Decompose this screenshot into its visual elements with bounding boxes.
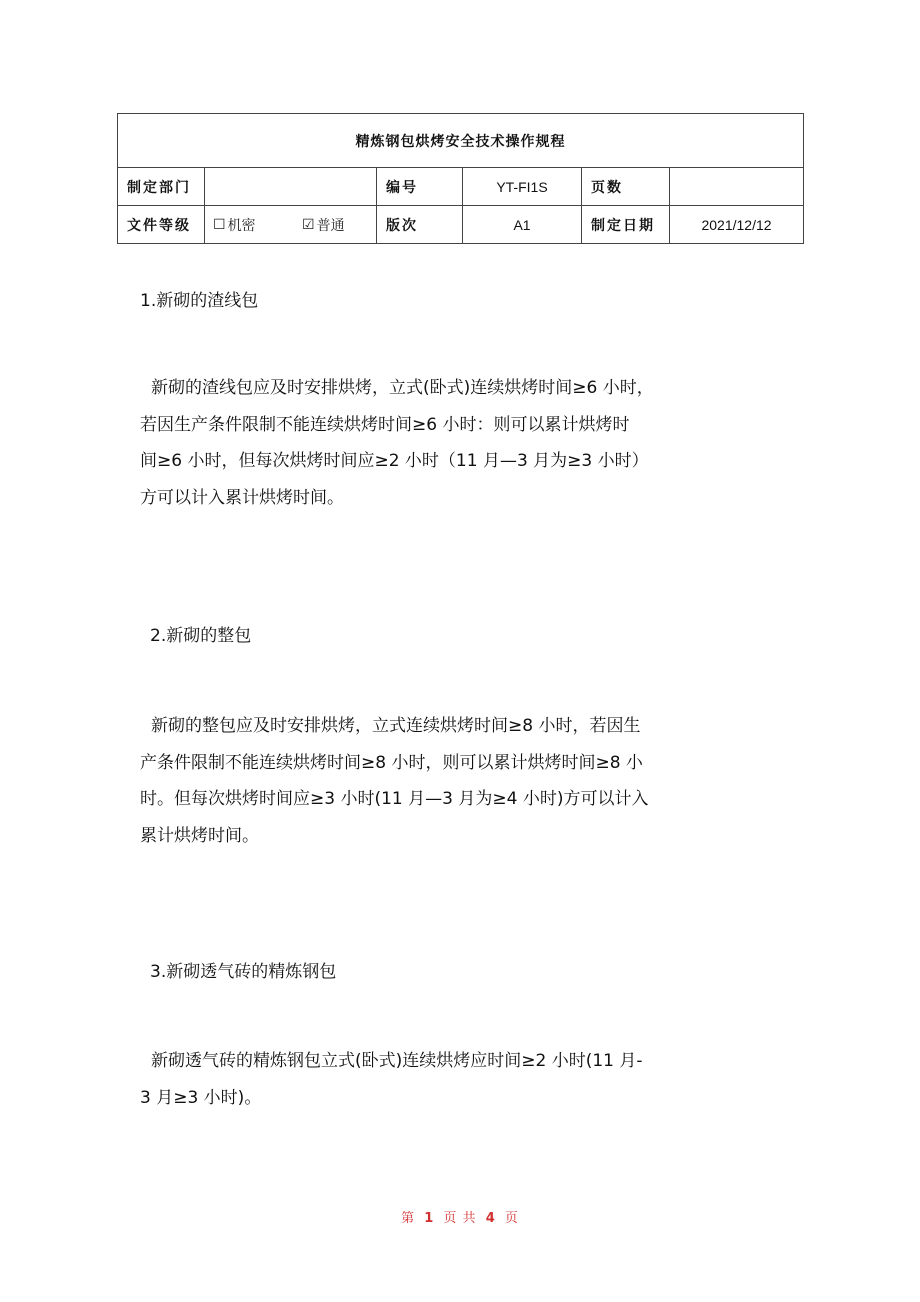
document-title: 精炼钢包烘烤安全技术操作规程 <box>118 114 804 168</box>
pages-label: 页数 <box>582 168 670 206</box>
section-heading-3: 3.新砌透气砖的精炼钢包 <box>150 962 337 982</box>
body-line: 新砌的渣线包应及时安排烘烤，立式(卧式)连续烘烤时间≥6 小时， <box>151 378 654 398</box>
section-body-2 <box>140 708 790 854</box>
grade-option-label: 普通 <box>316 217 345 234</box>
section-body-3 <box>140 1043 790 1116</box>
body-line: 方可以计入累计烘烤时间。 <box>140 487 344 508</box>
body-line: 3 月≥3 小时)。 <box>140 1087 262 1108</box>
body-line: 间≥6 小时，但每次烘烤时间应≥2 小时（11 月—3 月为≥3 小时） <box>140 451 649 471</box>
page-footer <box>0 1207 920 1226</box>
footer-middle: 页 共 <box>443 1211 477 1226</box>
unchecked-box-icon[interactable]: ☐ <box>213 216 226 233</box>
dept-value <box>205 168 377 206</box>
section-heading-1: 1.新砌的渣线包 <box>140 291 259 311</box>
body-line: 累计烘烤时间。 <box>140 825 259 846</box>
body-line: 时。但每次烘烤时间应≥3 小时(11 月—3 月为≥4 小时)方可以计入 <box>140 789 649 809</box>
pages-value <box>670 168 804 206</box>
date-value: 2021/12/12 <box>670 206 804 244</box>
body-line: 新砌透气砖的精炼钢包立式(卧式)连续烘烤应时间≥2 小时(11 月- <box>151 1051 643 1071</box>
version-label: 版次 <box>377 206 463 244</box>
footer-prefix: 第 <box>401 1211 416 1226</box>
document-info-table <box>117 113 804 244</box>
grade-option-label: 机密 <box>227 217 256 234</box>
grade-label: 文件等级 <box>118 206 205 244</box>
grade-option-confidential[interactable] <box>213 215 256 235</box>
dept-label: 制定部门 <box>118 168 205 206</box>
current-page-number: 1 <box>424 1211 435 1226</box>
grade-option-normal[interactable] <box>302 215 345 235</box>
code-label: 编号 <box>377 168 463 206</box>
version-value: A1 <box>463 206 582 244</box>
section-body-1 <box>140 370 790 516</box>
footer-suffix: 页 <box>504 1211 519 1226</box>
body-line: 产条件限制不能连续烘烤时间≥8 小时，则可以累计烘烤时间≥8 小 <box>140 752 643 773</box>
code-value: YT-FI1S <box>463 168 582 206</box>
body-line: 若因生产条件限制不能连续烘烤时间≥6 小时：则可以累计烘烤时 <box>140 414 630 435</box>
checked-box-icon[interactable]: ☑ <box>302 216 315 233</box>
total-page-count: 4 <box>485 1211 496 1226</box>
grade-options <box>205 206 377 244</box>
date-label: 制定日期 <box>582 206 670 244</box>
section-heading-2: 2.新砌的整包 <box>150 626 252 646</box>
body-line: 新砌的整包应及时安排烘烤，立式连续烘烤时间≥8 小时，若因生 <box>151 716 641 736</box>
